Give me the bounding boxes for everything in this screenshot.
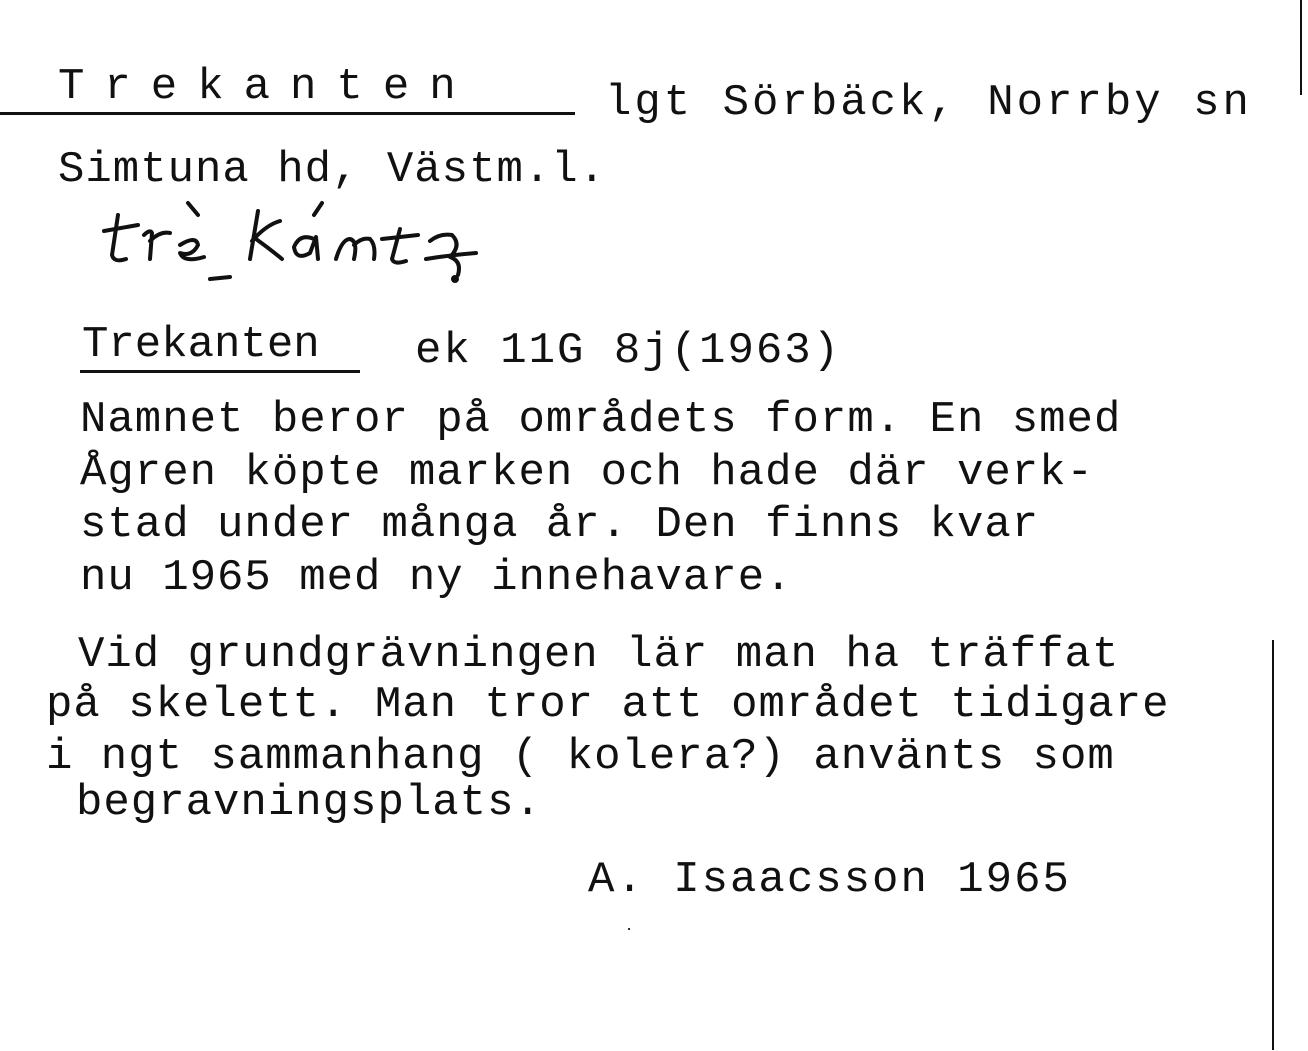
paragraph1-line-4: nu 1965 med ny innehavare. (80, 553, 793, 603)
paragraph2-line-1: Vid grundgrävningen lär man ha träffat (78, 630, 1120, 680)
headword: Trekanten (58, 62, 476, 112)
map-name: Trekanten (82, 320, 320, 370)
map-name-underline (80, 370, 360, 373)
paragraph2-line-3: i ngt sammanhang ( kolera?) använts som (46, 732, 1115, 782)
location-line-1: lgt Sörbäck, Norrby sn (605, 78, 1252, 128)
card-edge-right (1272, 640, 1274, 1050)
stray-mark (628, 928, 630, 930)
paragraph1-line-2: Ågren köpte marken och hade där verk- (80, 448, 1094, 498)
location-line-2: Simtuna hd, Västm.l. (58, 145, 607, 195)
map-reference: ek 11G 8j(1963) (415, 326, 842, 376)
signature: A. Isaacsson 1965 (588, 855, 1071, 905)
paragraph2-line-2: på skelett. Man tror att området tidigare (46, 680, 1170, 730)
handwritten-pronunciation (100, 185, 560, 285)
paragraph2-line-4: begravningsplats. (76, 778, 542, 828)
card-edge-top-right (1300, 0, 1302, 95)
headword-underline (0, 112, 575, 115)
paragraph1-line-3: stad under många år. Den finns kvar (80, 500, 1040, 550)
paragraph1-line-1: Namnet beror på områdets form. En smed (80, 395, 1122, 445)
